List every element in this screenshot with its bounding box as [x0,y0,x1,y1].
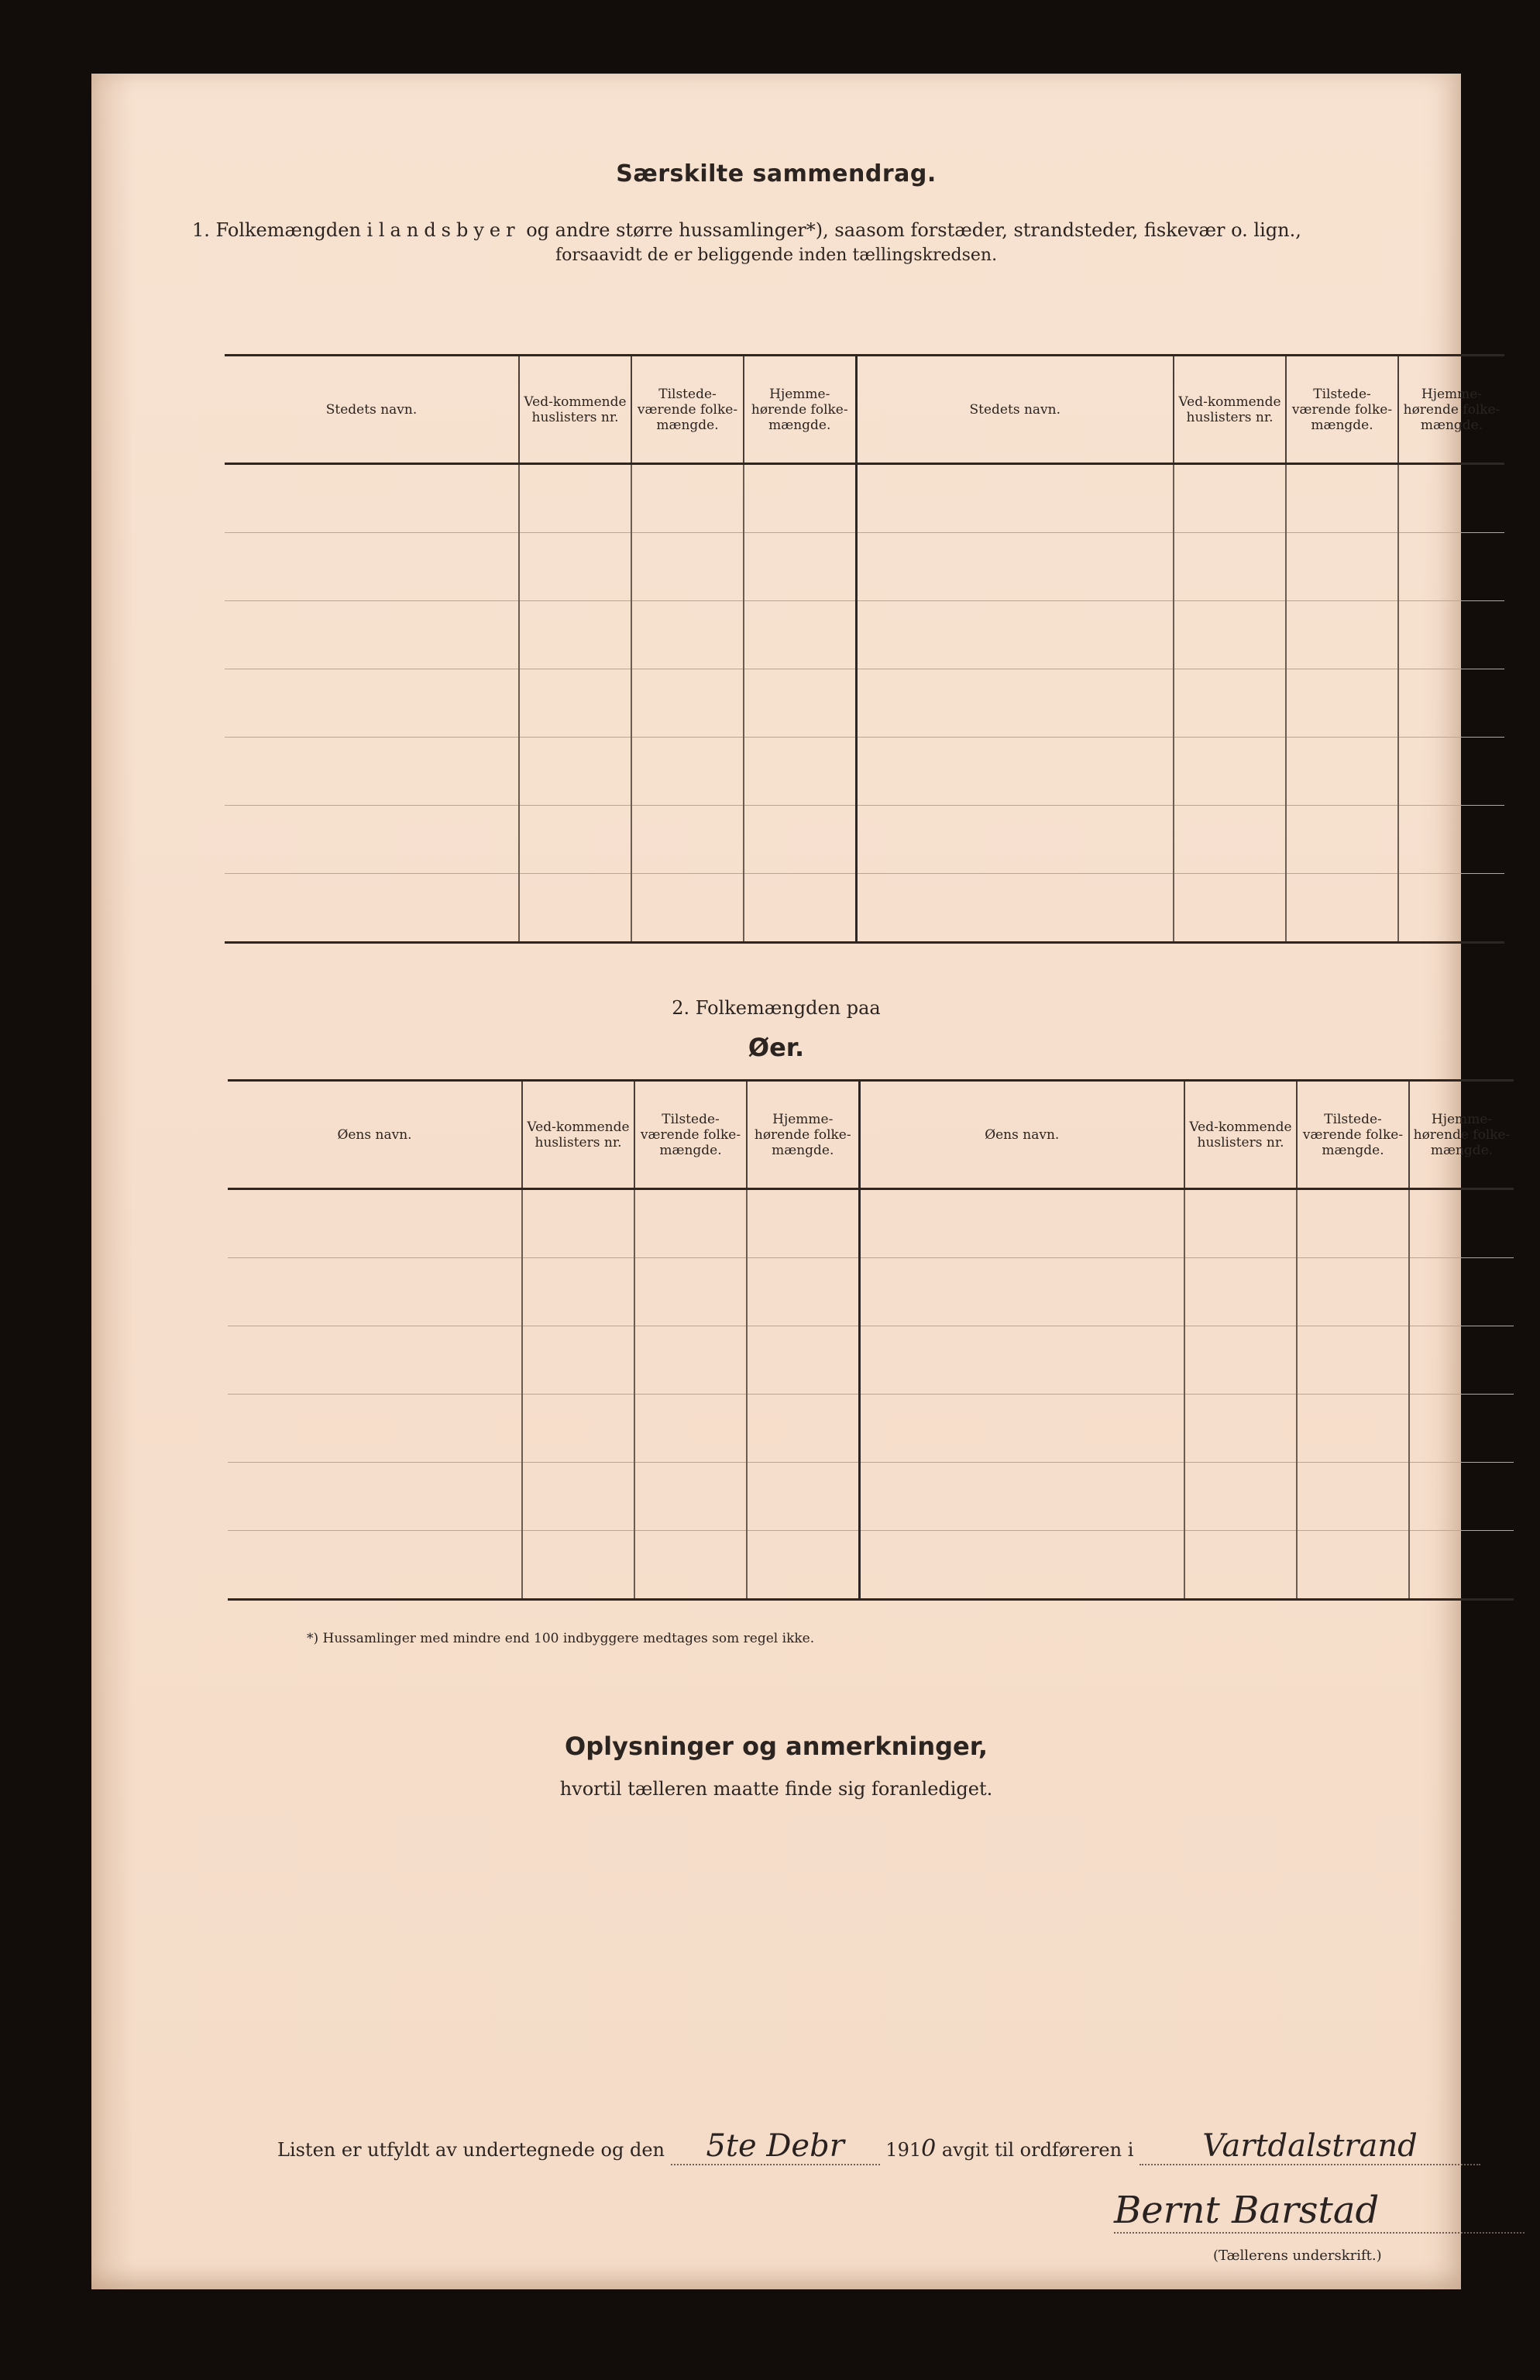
table-cell[interactable] [1286,738,1398,806]
table-row [225,806,1504,874]
table-cell[interactable] [631,738,744,806]
table-cell[interactable] [522,1531,634,1600]
table-cell[interactable] [744,533,856,601]
section1-intro-line2: forsaavidt de er beliggende inden tællingskredsen. [555,246,998,265]
section1-text-b: og andre større hussamlinger*), saasom forstæder, strandsteder, fiskevær o. lign., [526,219,1301,241]
table-cell[interactable] [225,806,519,874]
table-row [225,533,1504,601]
table-cell[interactable] [1174,874,1286,943]
table-cell[interactable] [522,1189,634,1258]
table-cell[interactable] [744,601,856,669]
table-cell[interactable] [1174,533,1286,601]
table-row [228,1531,1514,1600]
col-header: Ved-kommende huslisters nr. [519,356,631,464]
col-header: Tilstede-værende folke-mængde. [1297,1081,1409,1189]
table-cell[interactable] [856,533,1174,601]
table-cell[interactable] [225,874,519,943]
table-cell[interactable] [631,601,744,669]
table-row [228,1395,1514,1463]
municipality-field[interactable]: Vartdalstrand [1140,2128,1480,2165]
table-row [225,738,1504,806]
table-cell[interactable] [1409,1395,1514,1463]
table-row [228,1463,1514,1531]
table-cell[interactable] [519,806,631,874]
table-cell[interactable] [1398,806,1504,874]
col-header: Tilstede-værende folke-mængde. [634,1081,747,1189]
paper-edge-shadow [91,74,134,2289]
col-header: Hjemme-hørende folke-mængde. [1409,1081,1514,1189]
table-row [228,1326,1514,1395]
table-row [225,464,1504,533]
table-cell[interactable] [519,669,631,738]
table-cell[interactable] [856,669,1174,738]
table-row [225,874,1504,943]
table-cell[interactable] [634,1189,747,1258]
table-cell[interactable] [859,1531,1184,1600]
col-header: Stedets navn. [325,401,418,418]
table-cell[interactable] [519,601,631,669]
table-cell[interactable] [1409,1326,1514,1395]
table-cell[interactable] [1174,464,1286,533]
table-cell[interactable] [1297,1463,1409,1531]
table-cell[interactable] [225,533,519,601]
table-cell[interactable] [522,1395,634,1463]
table-cell[interactable] [1297,1258,1409,1326]
table-cell[interactable] [1409,1258,1514,1326]
table-cell[interactable] [634,1326,747,1395]
page-title: Særskilte sammendrag. [616,160,937,187]
table-cell[interactable] [856,806,1174,874]
table-cell[interactable] [1286,874,1398,943]
section1-table [225,354,1504,944]
signature-middle: avgit til ordføreren i [941,2139,1134,2161]
table-cell[interactable] [856,738,1174,806]
table-cell[interactable] [225,601,519,669]
col-header: Øens navn. [859,1081,1184,1189]
table-cell[interactable] [631,874,744,943]
footnote: *) Hussamlinger med mindre end 100 indbyggere medtages som regel ikke. [307,1631,815,1646]
table-cell[interactable] [1297,1531,1409,1600]
table-cell[interactable] [1409,1463,1514,1531]
table-cell[interactable] [634,1531,747,1600]
table-cell[interactable] [747,1395,859,1463]
table-cell[interactable] [225,738,519,806]
section1-intro [192,219,1301,241]
table-cell[interactable] [522,1326,634,1395]
table-cell[interactable] [1398,669,1504,738]
enumerator-signature[interactable]: Bernt Barstad [1114,2189,1525,2234]
table-cell[interactable] [747,1326,859,1395]
document-page [91,74,1511,2289]
table-cell[interactable] [744,464,856,533]
table-cell[interactable] [747,1258,859,1326]
table-cell[interactable] [856,601,1174,669]
table-cell[interactable] [228,1395,522,1463]
table-cell[interactable] [1174,601,1286,669]
table-cell[interactable] [856,874,1174,943]
table-cell[interactable] [1398,464,1504,533]
table-cell[interactable] [1297,1189,1409,1258]
table-cell[interactable] [1184,1463,1297,1531]
table-cell[interactable] [747,1463,859,1531]
table-cell[interactable] [522,1463,634,1531]
section2-table [228,1079,1514,1601]
table-cell[interactable] [744,669,856,738]
year-prefix: 191 [885,2139,922,2161]
table-cell[interactable] [634,1395,747,1463]
table-cell[interactable] [228,1189,522,1258]
signature-caption: (Tællerens underskrift.) [1213,2248,1382,2264]
col-header: Tilstede-værende folke-mængde. [631,356,744,464]
table-cell[interactable] [631,806,744,874]
remarks-heading: Oplysninger og anmerkninger, [565,1732,988,1761]
table-cell[interactable] [1297,1395,1409,1463]
col-header: Øens navn. [337,1126,412,1143]
table-cell[interactable] [228,1258,522,1326]
col-header: Hjemme-hørende folke-mængde. [747,1081,859,1189]
col-header: Hjemme-hørende folke-mængde. [744,356,856,464]
table-row [225,669,1504,738]
table-cell[interactable] [1286,806,1398,874]
col-header: Ved-kommende huslisters nr. [1184,1081,1297,1189]
table-cell[interactable] [856,464,1174,533]
signature-line [277,2128,1480,2165]
table-cell[interactable] [631,669,744,738]
table-cell[interactable] [1184,1395,1297,1463]
table-cell[interactable] [1174,738,1286,806]
table-cell[interactable] [519,533,631,601]
table-cell[interactable] [859,1326,1184,1395]
year-field[interactable]: 0 [921,2135,937,2162]
table-cell[interactable] [1184,1531,1297,1600]
table-cell[interactable] [859,1258,1184,1326]
table-cell[interactable] [1286,464,1398,533]
table-cell[interactable] [519,874,631,943]
table-cell[interactable] [1398,738,1504,806]
col-header: Ved-kommende huslisters nr. [1174,356,1286,464]
table-cell[interactable] [859,1395,1184,1463]
table-cell[interactable] [225,669,519,738]
table-cell[interactable] [631,533,744,601]
signature-prefix: Listen er utfyldt av undertegnede og den [277,2139,665,2161]
table-cell[interactable] [859,1189,1184,1258]
table-cell[interactable] [1174,669,1286,738]
table-cell[interactable] [225,464,519,533]
table-cell[interactable] [228,1326,522,1395]
table-row [228,1258,1514,1326]
table-cell[interactable] [634,1258,747,1326]
table-cell[interactable] [744,874,856,943]
table-cell[interactable] [631,464,744,533]
table-cell[interactable] [1297,1326,1409,1395]
table-cell[interactable] [747,1189,859,1258]
table-cell[interactable] [1398,533,1504,601]
col-header: Stedets navn. [856,356,1174,464]
section1-text-a: Folkemængden i [215,219,373,241]
table-cell[interactable] [1286,533,1398,601]
table-cell[interactable] [1409,1531,1514,1600]
section1-number: 1. [192,219,210,241]
table-cell[interactable] [744,738,856,806]
table-cell[interactable] [522,1258,634,1326]
table-cell[interactable] [634,1463,747,1531]
table-cell[interactable] [747,1531,859,1600]
table-cell[interactable] [228,1531,522,1600]
table-cell[interactable] [1174,806,1286,874]
table-cell[interactable] [1398,874,1504,943]
table-cell[interactable] [1286,669,1398,738]
table-cell[interactable] [1286,601,1398,669]
table-cell[interactable] [1184,1189,1297,1258]
col-header: Ved-kommende huslisters nr. [522,1081,634,1189]
table-cell[interactable] [859,1463,1184,1531]
table-cell[interactable] [519,464,631,533]
section2-intro: 2. Folkemængden paa [672,997,881,1019]
table-cell[interactable] [1184,1258,1297,1326]
section1-spaced-word: landsbyer [378,219,521,241]
table-row [225,601,1504,669]
remarks-subheading: hvortil tælleren maatte finde sig foranlediget. [559,1778,993,1800]
col-header: Tilstede-værende folke-mængde. [1286,356,1398,464]
table-cell[interactable] [744,806,856,874]
table-row [228,1189,1514,1258]
table-cell[interactable] [519,738,631,806]
table-cell[interactable] [1184,1326,1297,1395]
table-cell[interactable] [1398,601,1504,669]
date-field[interactable]: 5te Debr [671,2128,880,2165]
table-cell[interactable] [1409,1189,1514,1258]
table-cell[interactable] [228,1463,522,1531]
section2-heading: Øer. [748,1033,805,1062]
col-header: Hjemme-hørende folke-mængde. [1398,356,1504,464]
